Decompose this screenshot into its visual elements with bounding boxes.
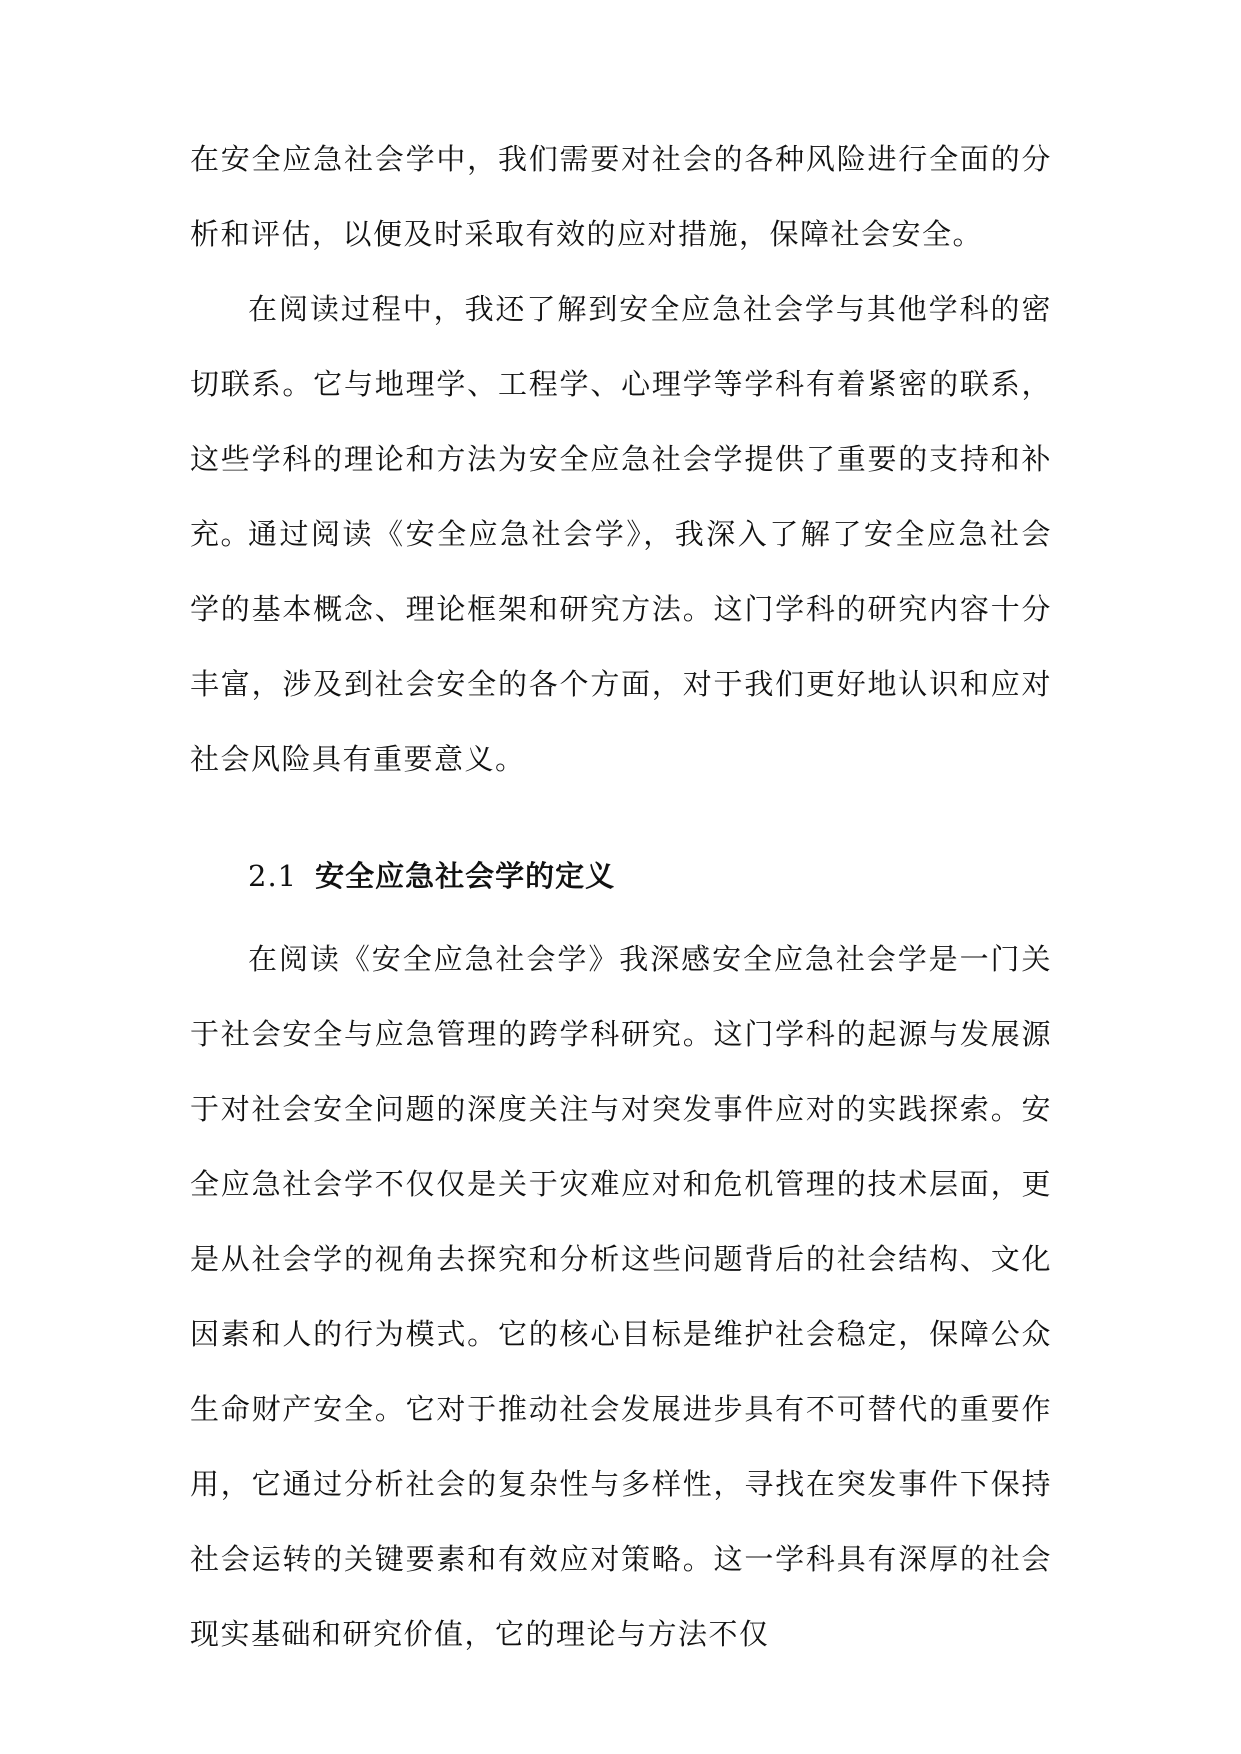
paragraph-continuation: 在安全应急社会学中，我们需要对社会的各种风险进行全面的分析和评估，以便及时采取有效的应对措施，保障社会安全。 [190,142,1052,251]
section-title: 安全应急社会学的定义 [315,859,616,893]
section-heading [248,856,615,896]
paragraph-summary: 通过阅读《安全应急社会学》，我深入了解了安全应急社会学的基本概念、理论框架和研究方法。这门学科的研究内容十分丰富，涉及到社会安全的各个方面，对于我们更好地认识和应对社会风险具有重要意义。 [190,517,1052,776]
section-number: 2.1 [248,859,298,893]
paragraph-interdisciplinary: 在阅读过程中，我还了解到安全应急社会学与其他学科的密切联系。它与地理学、工程学、心理学等学科有着紧密的联系，这些学科的理论和方法为安全应急社会学提供了重要的支持和补充。 [190,292,1052,551]
paragraph-definition: 在阅读《安全应急社会学》我深感安全应急社会学是一门关于社会安全与应急管理的跨学科研究。这门学科的起源与发展源于对社会安全问题的深度关注与对突发事件应对的实践探索。安全应急社会学不仅仅是关于灾难应对和危机管理的技术层面，更是从社会学的视角去探究和分析这些问题背后的社会结构、文化因素和人的行为模式。它的核心目标是维护社会稳定，保障公众生命财产安全。它对于推动社会发展进步具有不可替代的重要作用，它通过分析社会的复杂性与多样性，寻找在突发事件下保持社会运转的关键要素和有效应对策略。这一学科具有深厚的社会现实基础和研究价值，它的理论与方法不仅 [190,942,1052,1651]
